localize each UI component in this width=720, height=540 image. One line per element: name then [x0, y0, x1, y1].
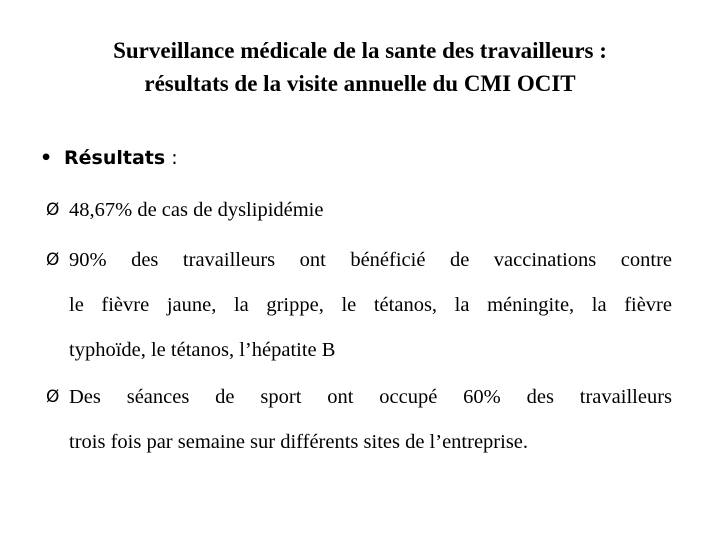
title-line-2: résultats de la visite annuelle du CMI OCIT [144, 71, 576, 96]
result-line: le fièvre jaune, la grippe, le tétanos, la méningite, la fièvre [69, 294, 672, 316]
arrow-bullet-icon: Ø [46, 387, 60, 407]
results-suffix: : [165, 147, 178, 169]
result-line: typhoïde, le tétanos, l’hépatite B [69, 339, 336, 361]
arrow-bullet-icon: Ø [46, 250, 60, 270]
result-item-dyslipidemia [46, 188, 672, 233]
result-line: 90% des travailleurs ont bénéficié de vaccinations contre [69, 249, 672, 271]
bullet-icon: • [40, 147, 53, 169]
title-line-1: Surveillance médicale de la sante des travailleurs : [113, 38, 607, 63]
result-item-sport-sessions [46, 375, 672, 465]
results-label: Résultats [64, 147, 166, 169]
result-item-vaccinations [46, 238, 672, 373]
result-line: trois fois par semaine sur différents sites de l’entreprise. [69, 431, 529, 453]
arrow-bullet-icon: Ø [46, 200, 60, 220]
result-line: 48,67% de cas de dyslipidémie [69, 199, 324, 221]
slide-title [20, 34, 700, 100]
result-line: Des séances de sport ont occupé 60% des travailleurs [69, 386, 672, 408]
results-heading [40, 144, 178, 172]
